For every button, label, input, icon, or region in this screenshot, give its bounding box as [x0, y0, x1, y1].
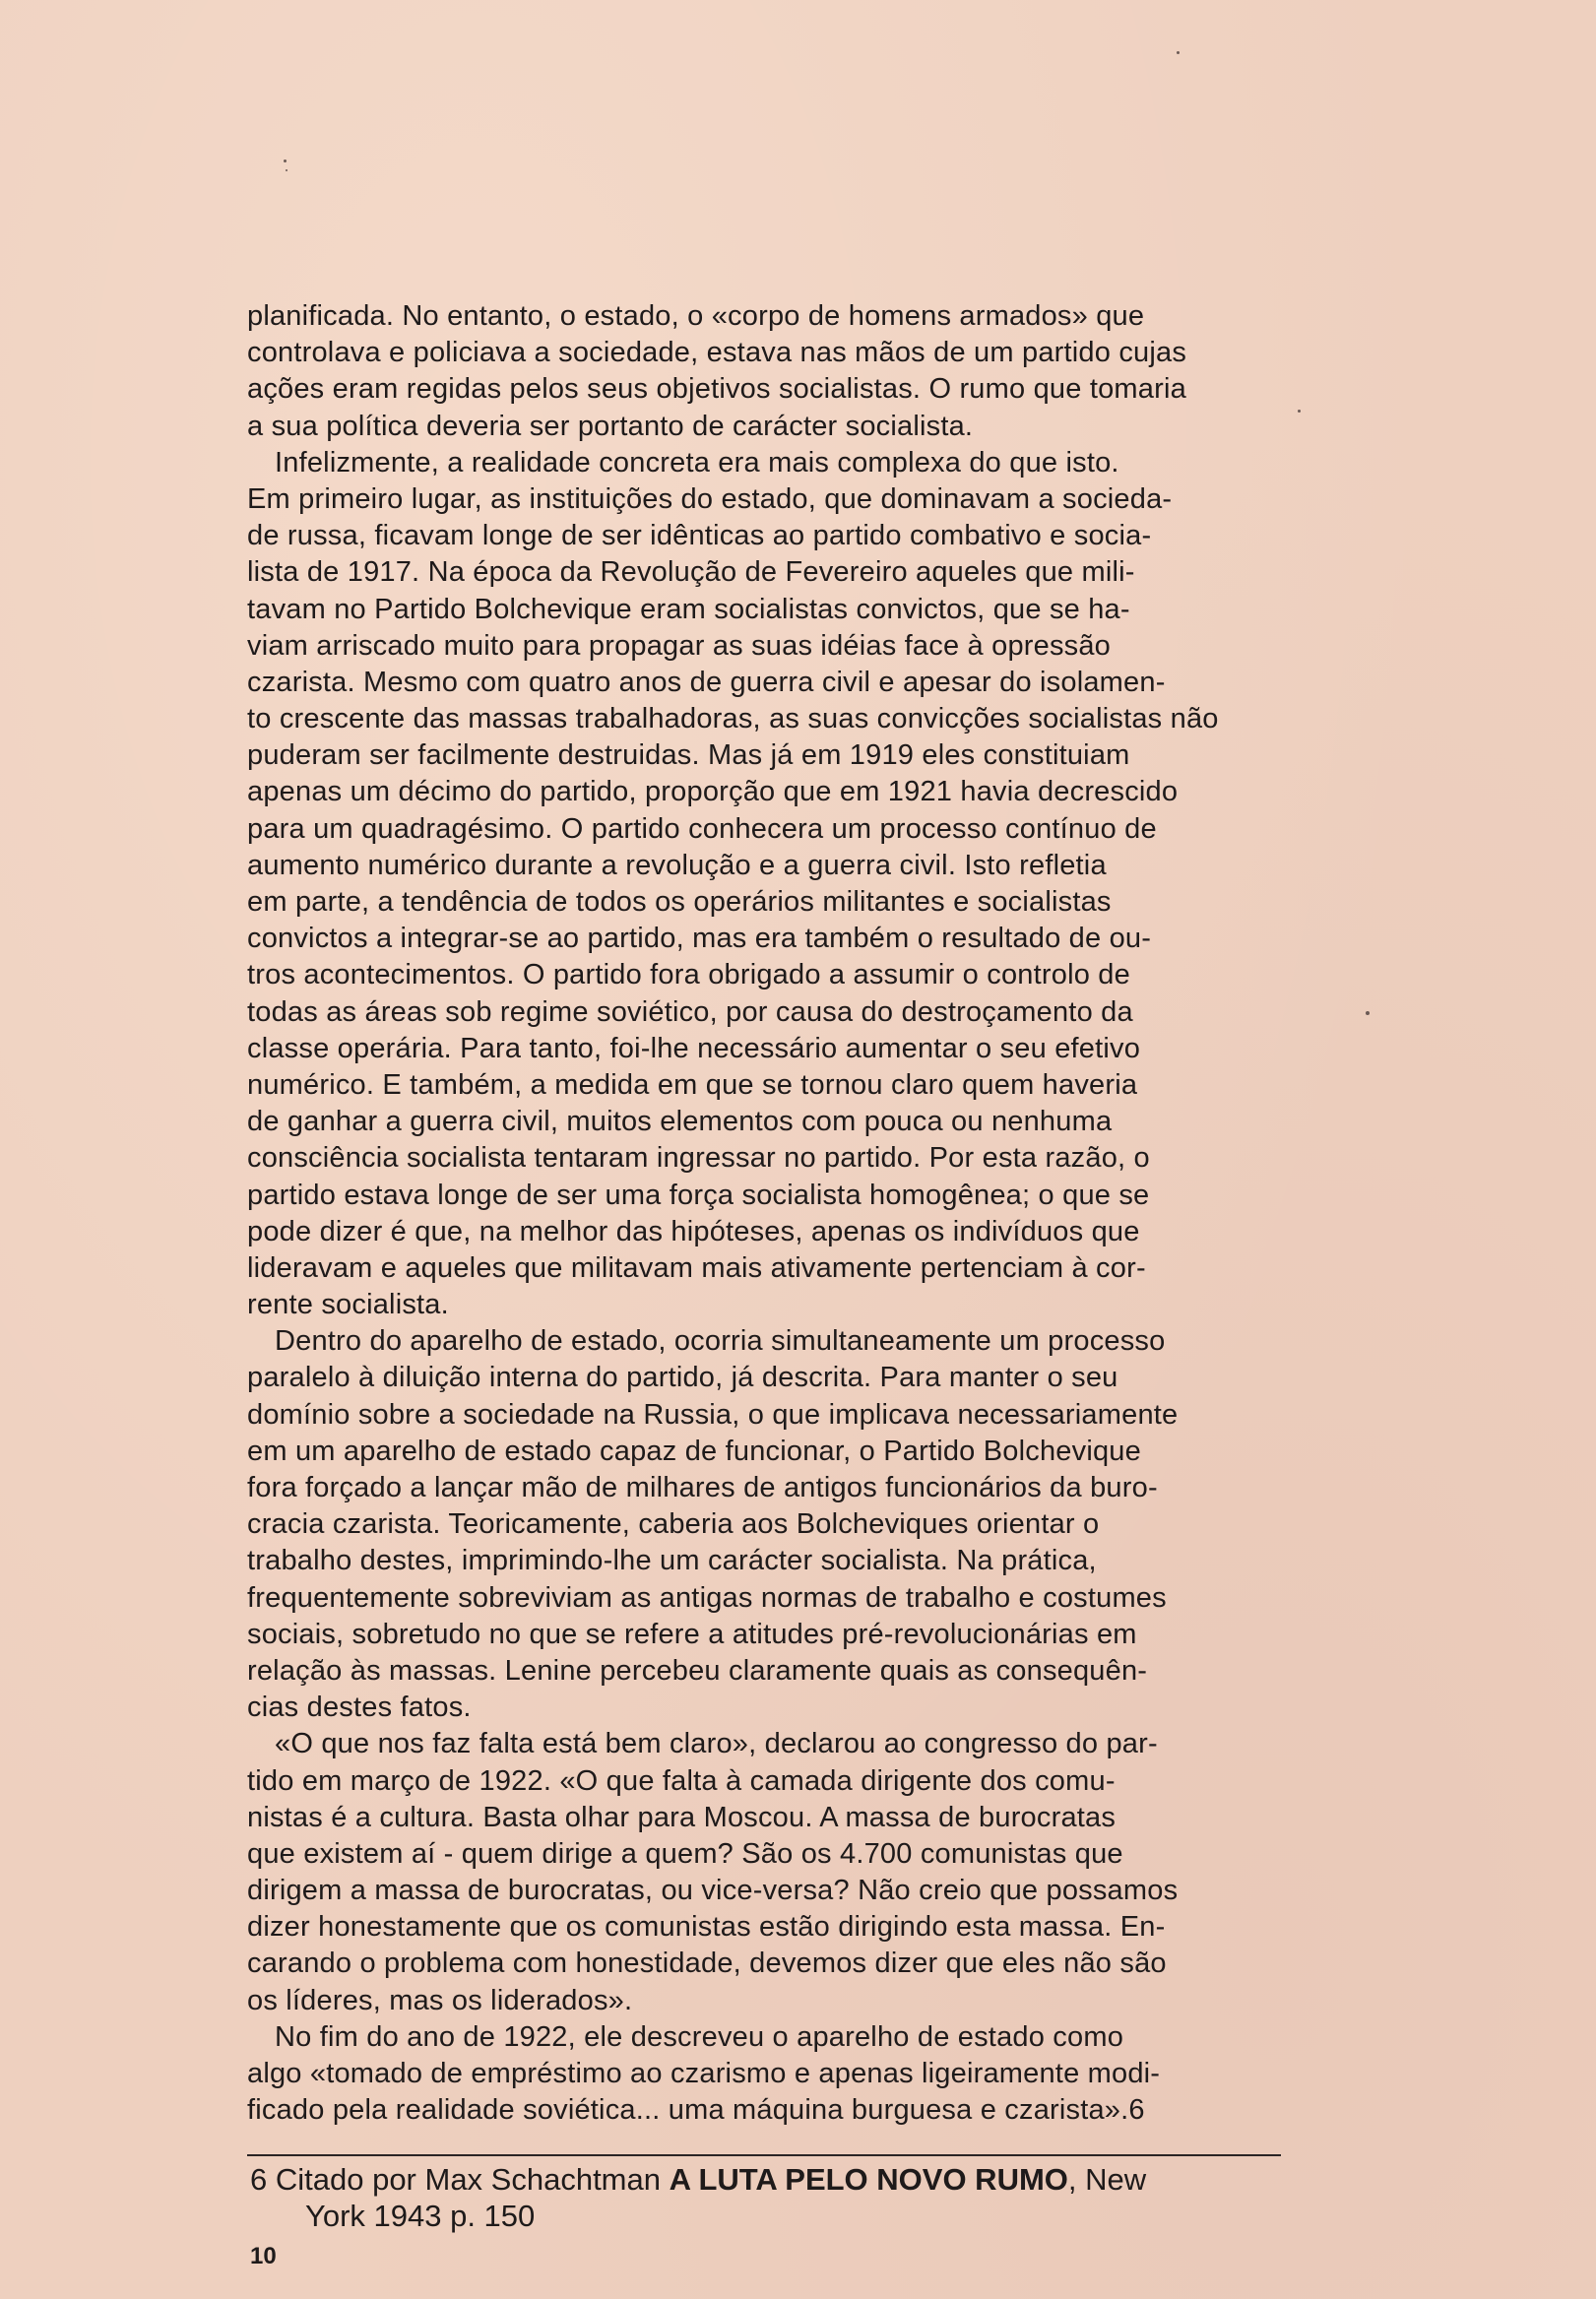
text-line: classe operária. Para tanto, foi-lhe necessário aumentar o seu efetivo [247, 1032, 1141, 1064]
body-text [247, 298, 1301, 2129]
paper-speck [1177, 51, 1180, 54]
text-line: relação às massas. Lenine percebeu claramente quais as consequên- [247, 1654, 1148, 1687]
text-line: dirigem a massa de burocratas, ou vice-versa? Não creio que possamos [247, 1875, 1179, 1907]
text-line: controlava e policiava a sociedade, estava nas mãos de um partido cujas [247, 337, 1187, 369]
text-line: rente socialista. [247, 1289, 449, 1321]
text-line: No fim do ano de 1922, ele descreveu o aparelho de estado como [275, 2020, 1124, 2053]
text-line: puderam ser facilmente destruidas. Mas já em 1919 eles constituiam [247, 739, 1130, 772]
text-line: sociais, sobretudo no que se refere a atitudes pré-revolucionárias em [247, 1618, 1137, 1650]
text-line: ficado pela realidade soviética... uma máquina burguesa e czarista».6 [247, 2094, 1145, 2127]
text-line: tavam no Partido Bolchevique eram socialistas convictos, que se ha- [247, 593, 1130, 625]
text-line: apenas um décimo do partido, proporção que em 1921 havia decrescido [247, 776, 1179, 808]
text-line: aumento numérico durante a revolução e a guerra civil. Isto refletia [247, 849, 1107, 881]
text-line: to crescente das massas trabalhadoras, as suas convicções socialistas não [247, 703, 1219, 735]
text-line: viam arriscado muito para propagar as suas idéias face à opressão [247, 629, 1112, 662]
footnote-suffix: , New [1067, 2162, 1147, 2197]
footnote-line-2: York 1943 p. 150 [305, 2199, 536, 2233]
text-line: Em primeiro lugar, as instituições do estado, que dominavam a socieda- [247, 482, 1173, 515]
paper-speck [1298, 410, 1301, 413]
text-line: fora forçado a lançar mão de milhares de antigos funcionários da buro- [247, 1472, 1158, 1503]
text-line: numérico. E também, a medida em que se tornou claro quem haveria [247, 1068, 1138, 1101]
text-line: dizer honestamente que os comunistas estão dirigindo esta massa. En- [247, 1911, 1166, 1944]
text-line: Infelizmente, a realidade concreta era mais complexa do que isto. [275, 446, 1119, 479]
text-line: de ganhar a guerra civil, muitos elementos com pouca ou nenhuma [247, 1106, 1113, 1138]
text-line: trabalho destes, imprimindo-lhe um carácter socialista. Na prática, [247, 1545, 1097, 1577]
text-line: frequentemente sobreviviam as antigas normas de trabalho e costumes [247, 1581, 1167, 1614]
text-line: pode dizer é que, na melhor das hipóteses, apenas os indivíduos que [247, 1215, 1140, 1247]
footnote-divider [247, 2154, 1281, 2156]
text-line: paralelo à diluição interna do partido, já descrita. Para manter o seu [247, 1362, 1118, 1394]
text-line: que existem aí - quem dirige a quem? São os 4.700 comunistas que [247, 1837, 1123, 1870]
text-line: partido estava longe de ser uma força socialista homogênea; o que se [247, 1179, 1150, 1211]
page-number: 10 [250, 2243, 277, 2269]
footnote-prefix: 6 Citado por Max Schachtman [250, 2162, 670, 2197]
paper-speck [1366, 1011, 1370, 1015]
text-line: convictos a integrar-se ao partido, mas era também o resultado de ou- [247, 923, 1152, 955]
text-line: tido em março de 1922. «O que falta à camada dirigente dos comu- [247, 1764, 1116, 1797]
text-line: algo «tomado de empréstimo ao czarismo e apenas ligeiramente modi- [247, 2058, 1161, 2089]
text-line: em parte, a tendência de todos os operários militantes e socialistas [247, 886, 1112, 918]
text-line: lideravam e aqueles que militavam mais ativamente pertenciam à cor- [247, 1251, 1146, 1284]
text-line: os líderes, mas os liderados». [247, 1984, 633, 2016]
text-line: a sua política deveria ser portanto de carácter socialista. [247, 410, 974, 442]
text-line: tros acontecimentos. O partido fora obrigado a assumir o controlo de [247, 959, 1130, 991]
text-line: nistas é a cultura. Basta olhar para Moscou. A massa de burocratas [247, 1801, 1117, 1833]
text-line: cias destes fatos. [247, 1692, 472, 1724]
text-line: Dentro do aparelho de estado, ocorria simultaneamente um processo [275, 1325, 1166, 1358]
text-line: para um quadragésimo. O partido conhecera um processo contínuo de [247, 812, 1157, 845]
text-line: de russa, ficavam longe de ser idênticas ao partido combativo e socia- [247, 520, 1152, 552]
paper-speck [286, 169, 287, 171]
text-line: cracia czarista. Teoricamente, caberia aos Bolcheviques orientar o [247, 1508, 1100, 1541]
text-line: domínio sobre a sociedade na Russia, o que implicava necessariamente [247, 1398, 1179, 1431]
text-line: planificada. No entanto, o estado, o «corpo de homens armados» que [247, 300, 1145, 332]
text-line: todas as áreas sob regime soviético, por causa do destroçamento da [247, 995, 1133, 1028]
text-line: carando o problema com honestidade, devemos dizer que eles não são [247, 1948, 1167, 1980]
text-line: em um aparelho de estado capaz de funcionar, o Partido Bolchevique [247, 1435, 1141, 1467]
text-line: czarista. Mesmo com quatro anos de guerra civil e apesar do isolamen- [247, 666, 1166, 698]
paper-speck [284, 160, 287, 162]
footnote-book-title: A LUTA PELO NOVO RUMO [669, 2162, 1068, 2197]
text-line: consciência socialista tentaram ingressar no partido. Por esta razão, o [247, 1142, 1150, 1175]
footnote [250, 2161, 1284, 2234]
text-line: «O que nos faz falta está bem claro», declarou ao congresso do par- [275, 1728, 1158, 1760]
text-line: ações eram regidas pelos seus objetivos socialistas. O rumo que tomaria [247, 373, 1186, 406]
footnote-line-1 [250, 2161, 1284, 2198]
text-line: lista de 1917. Na época da Revolução de Fevereiro aqueles que mili- [247, 556, 1135, 589]
